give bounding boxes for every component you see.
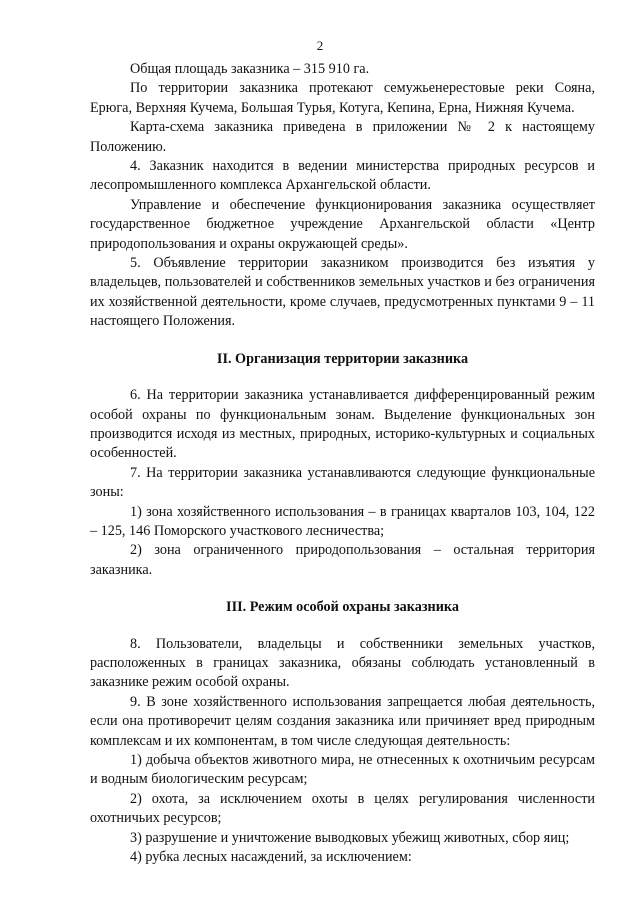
paragraph-item-6: 6. На территории заказника устанавливается дифференцированный режим особой охраны по функциональным зонам. Выделение функциональных зон производится исходя из местных, природных, историко-культурных и социальных особенностей. bbox=[90, 387, 595, 462]
paragraph-item-8: 8. Пользователи, владельцы и собственники земельных участков, расположенных в границах заказника, обязаны соблюдать установленный в заказнике режим особой охраны. bbox=[90, 635, 595, 691]
list-item-prohibition-3: 3) разрушение и уничтожение выводковых убежищ животных, сбор яиц; bbox=[130, 829, 570, 846]
page-number: 2 bbox=[316, 38, 324, 53]
list-item-prohibition-4: 4) рубка лесных насаждений, за исключением: bbox=[130, 849, 412, 866]
document-body bbox=[90, 60, 595, 867]
paragraph-item-7: 7. На территории заказника устанавливаются следующие функциональные зоны: bbox=[90, 464, 595, 501]
section-heading-iii: III. Режим особой охраны заказника bbox=[226, 599, 459, 616]
list-item-zone-1: 1) зона хозяйственного использования – в границах кварталов 103, 104, 122 – 125, 146 Поморского участкового лесничества; bbox=[90, 503, 595, 539]
paragraph-item-5: 5. Объявление территории заказником производится без изъятия у владельцев, пользователей и собственников земельных участков и без ограничения их хозяйственной деятельности, кроме случаев, предусмотренных пунктами 9 – 11 настоящего Положения. bbox=[90, 255, 595, 330]
section-heading-ii: II. Организация территории заказника bbox=[216, 350, 469, 367]
paragraph-management: Управление и обеспечение функционирования заказника осуществляет государственное бюджетное учреждение Архангельской области «Центр природопользования и охраны окружающей среды». bbox=[90, 196, 595, 252]
paragraph-rivers: По территории заказника протекают семужьенерестовые реки Сояна, Ерюга, Верхняя Кучема, Большая Турья, Котуга, Кепина, Ерна, Нижняя Кучема. bbox=[90, 80, 595, 116]
paragraph-item-9: 9. В зоне хозяйственного использования запрещается любая деятельность, если она противоречит целям создания заказника или причиняет вред природным комплексам и их компонентам, в том числе следующая деятельность: bbox=[90, 693, 595, 749]
list-item-prohibition-2: 2) охота, за исключением охоты в целях регулирования численности охотничьих ресурсов; bbox=[90, 790, 595, 827]
paragraph-total-area: Общая площадь заказника – 315 910 га. bbox=[130, 61, 370, 77]
list-item-prohibition-1: 1) добыча объектов животного мира, не отнесенных к охотничьим ресурсам и водным биологическим ресурсам; bbox=[90, 752, 595, 788]
paragraph-item-4: 4. Заказник находится в ведении министерства природных ресурсов и лесопромышленного комплекса Архангельской области. bbox=[90, 158, 595, 194]
paragraph-map-reference: Карта-схема заказника приведена в приложении № 2 к настоящему Положению. bbox=[90, 119, 595, 155]
list-item-zone-2: 2) зона ограниченного природопользования – остальная территория заказника. bbox=[90, 542, 595, 578]
